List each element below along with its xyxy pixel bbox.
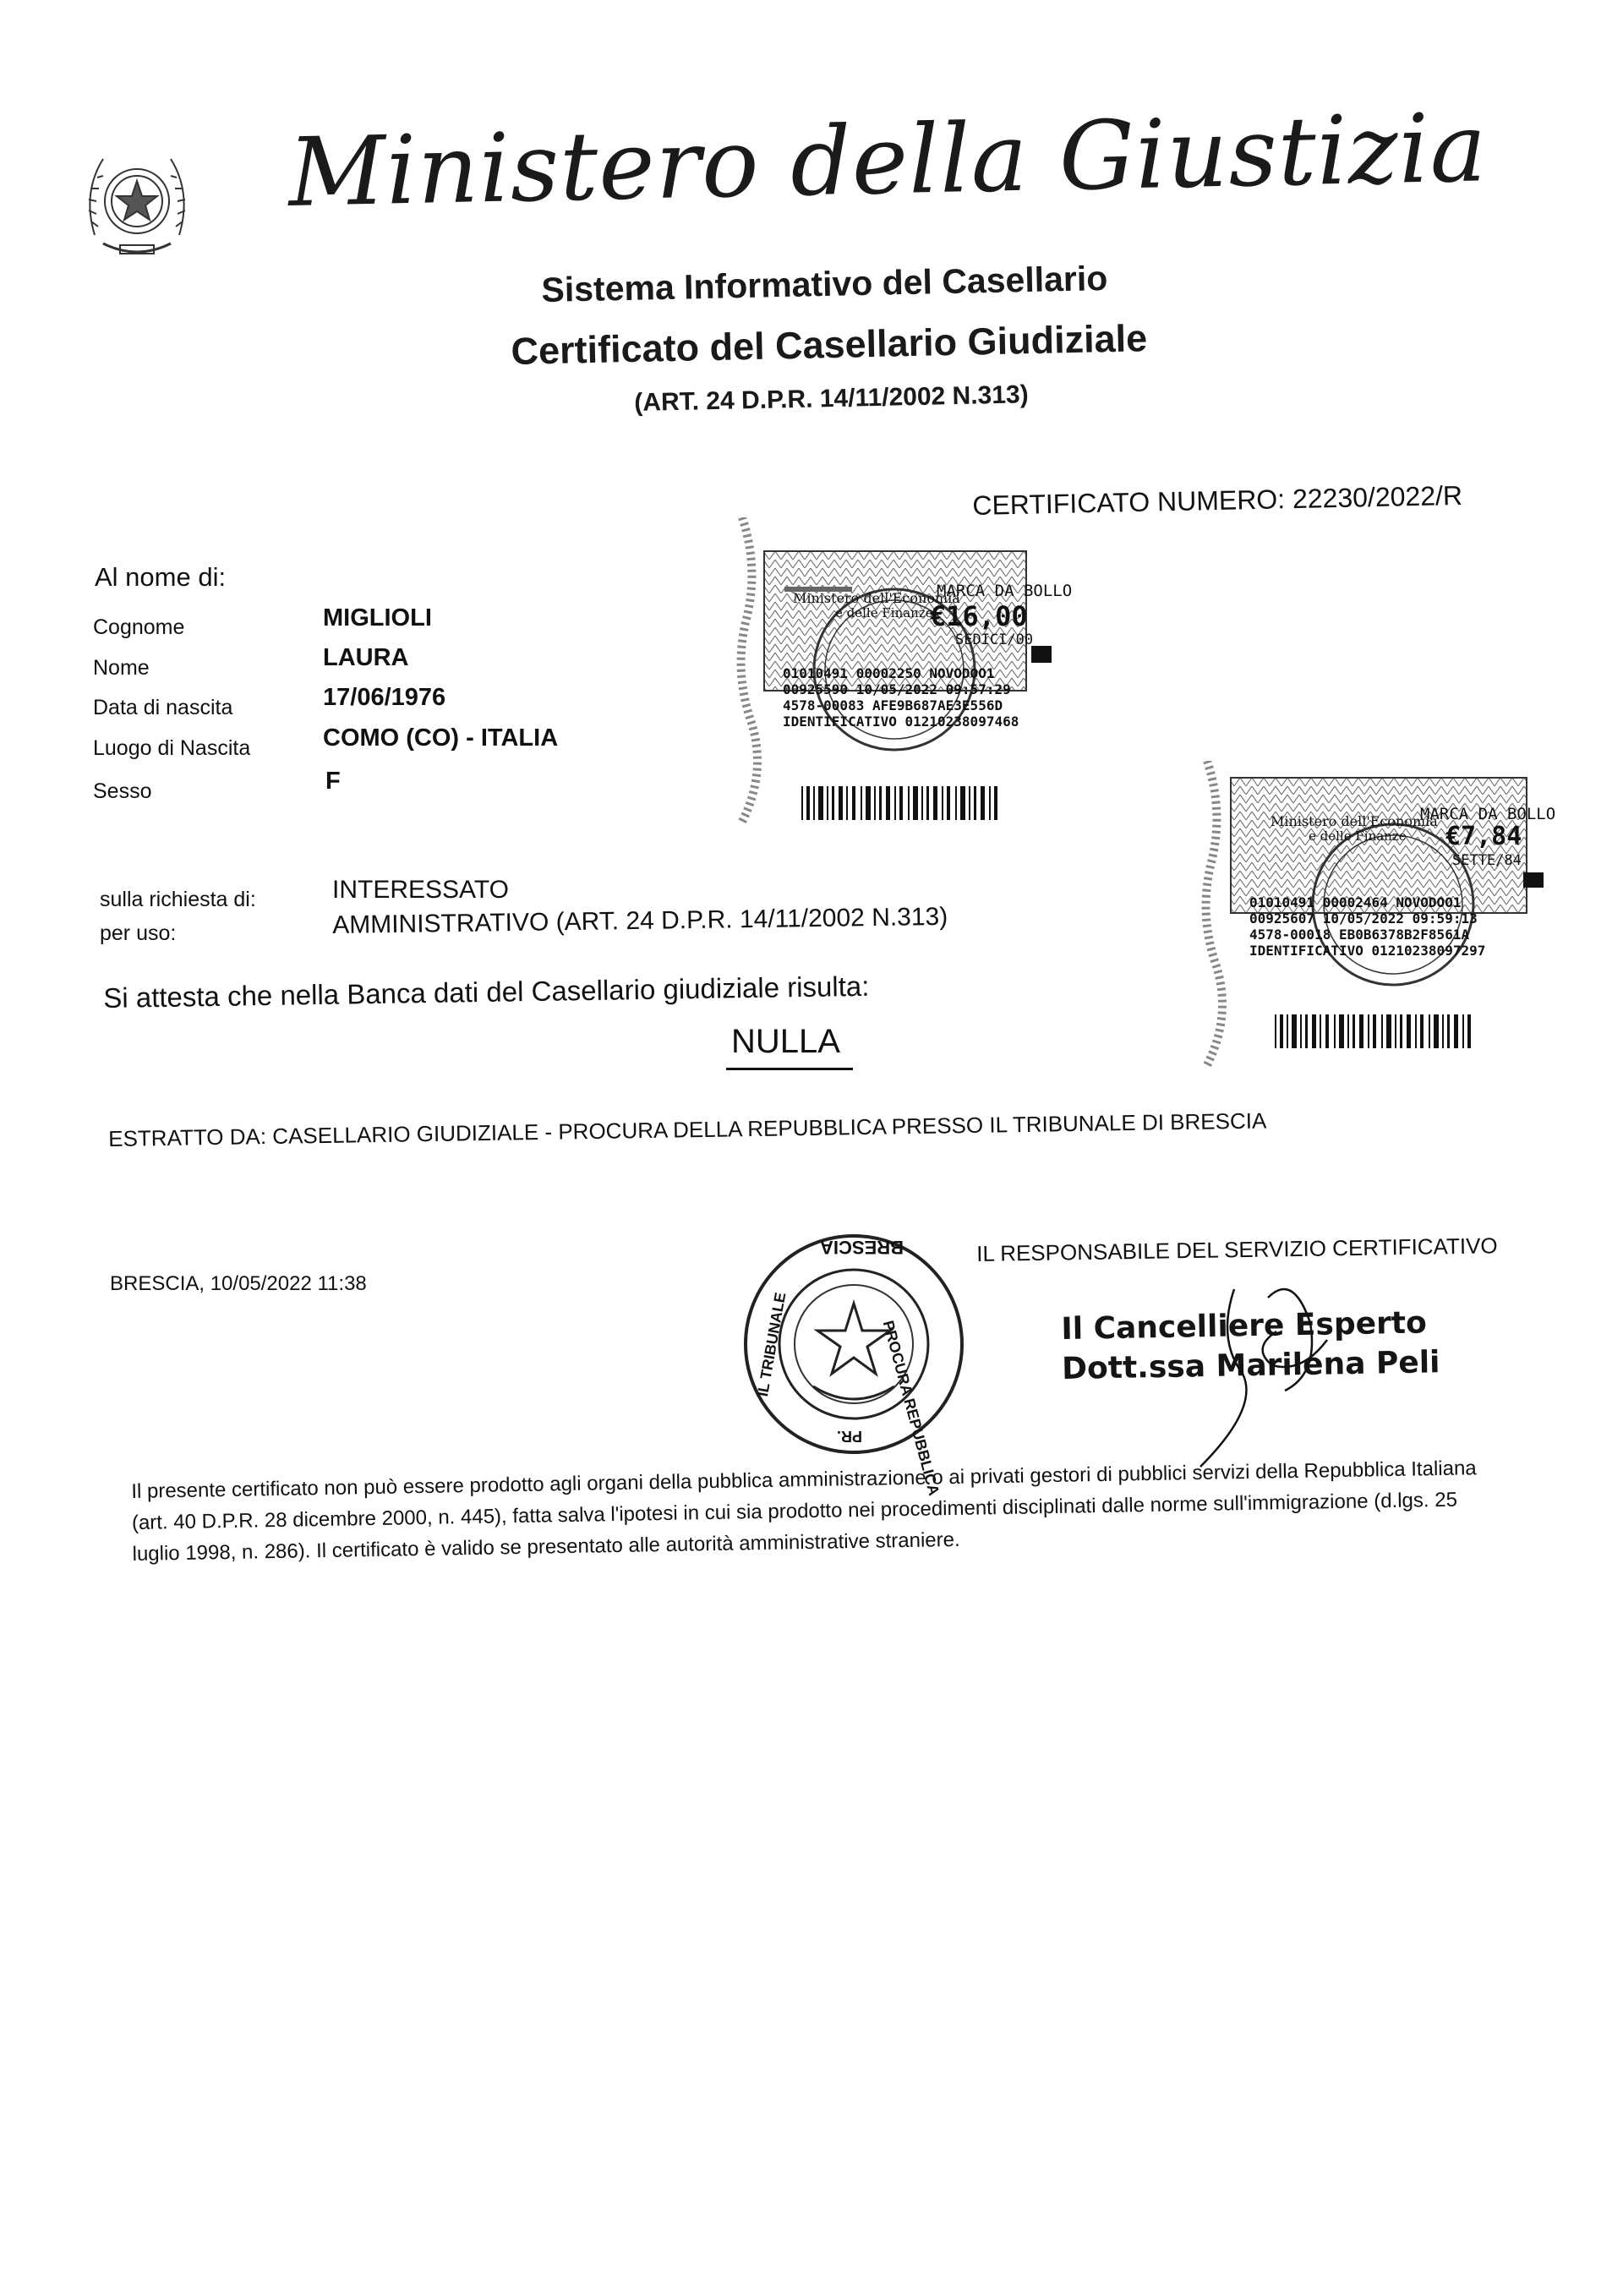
republic-emblem-icon [78, 134, 196, 269]
stamp2-row: 4578-00018 EB0B6378B2F8561A [1249, 927, 1470, 943]
certificate-title: Certificato del Casellario Giudiziale [511, 316, 1148, 373]
seal-right-text: PROCURA REPUBBLICA [879, 1319, 943, 1498]
requested-by-value: INTERESSATO [332, 876, 509, 904]
field-label-birthplace: Luogo di Nascita [93, 736, 251, 760]
stamp1-row: 01010491 00002250 NOVODOO1 [783, 665, 995, 681]
stamp2-row: IDENTIFICATIVO 01210238097297 [1249, 943, 1486, 959]
seal-top-text: BRESCIA [820, 1237, 904, 1258]
stamp1-row: IDENTIFICATIVO 01210238097468 [783, 713, 1019, 730]
field-label-birthdate: Data di nascita [93, 696, 233, 719]
result-underline [726, 1068, 853, 1070]
stamp2-row: 01010491 00002464 NOVODOO1 [1249, 894, 1462, 910]
use-label: per uso: [100, 921, 177, 945]
revenue-stamp-16 [734, 517, 1139, 830]
field-value-surname: MIGLIOLI [323, 604, 432, 631]
system-title: Sistema Informativo del Casellario [541, 258, 1108, 309]
responsible-officer-title: IL RESPONSABILE DEL SERVIZIO CERTIFICATIVO [976, 1233, 1498, 1266]
stamp1-title: MARCA DA BOLLO [937, 582, 1073, 600]
barcode-icon [1275, 1014, 1471, 1048]
stamp1-issuer-line2: e delle Finanze [835, 605, 933, 620]
stamp2-rows [1249, 894, 1485, 959]
barcode-icon [801, 786, 997, 820]
subject-heading: Al nome di: [95, 562, 227, 592]
stamp2-title: MARCA DA BOLLO [1420, 805, 1556, 823]
use-value: AMMINISTRATIVO (ART. 24 D.P.R. 14/11/2002 N.313) [332, 902, 948, 939]
field-label-sex: Sesso [93, 779, 152, 803]
stamp2-issuer-line2: e delle Finanze [1309, 828, 1407, 844]
field-value-birthplace: COMO (CO) - ITALIA [323, 724, 559, 752]
field-label-name: Nome [93, 656, 150, 680]
field-value-sex: F [325, 768, 341, 795]
extract-source: ESTRATTO DA: CASELLARIO GIUDIZIALE - PROCURA DELLA REPUBBLICA PRESSO IL TRIBUNALE DI BRESCIA [108, 1107, 1267, 1151]
field-label-surname: Cognome [93, 615, 185, 639]
seal-left-text: IL TRIBUNALE [754, 1291, 790, 1398]
field-value-name: LAURA [323, 644, 409, 671]
legal-reference: (ART. 24 D.P.R. 14/11/2002 N.313) [634, 380, 1029, 417]
stamp1-issuer-line1: Ministero dell'Economia [793, 590, 960, 606]
stamp1-row: 4578-00083 AFE9B687AE3E556D [783, 697, 1003, 713]
procura-seal [735, 1226, 972, 1498]
signature-line-2: Dott.ssa Marilena Peli [1061, 1344, 1440, 1386]
result-block [731, 1023, 853, 1070]
revenue-stamp-7-84 [1199, 761, 1604, 1074]
stamp2-issuer-line1: Ministero dell'Economia [1271, 813, 1438, 829]
stamp2-row: 00925607 10/05/2022 09:59:13 [1249, 910, 1478, 927]
stamp1-code: SEDICI/00 [955, 631, 1034, 648]
field-value-birthdate: 17/06/1976 [323, 684, 446, 711]
handwritten-signature [1124, 1272, 1378, 1479]
stamp1-amount: €16,00 [930, 600, 1028, 632]
attestation-text: Si attesta che nella Banca dati del Casellario giudiziale risulta: [103, 970, 870, 1014]
requested-by-label: sulla richiesta di: [100, 888, 256, 911]
result-value: NULLA [731, 1023, 840, 1060]
seal-bottom-text: PR. [837, 1428, 863, 1445]
stamp1-rows [783, 665, 1019, 730]
stamp2-code: SETTE/84 [1452, 852, 1522, 869]
stamp1-row: 00925590 10/05/2022 09:57:29 [783, 681, 1011, 697]
legal-footer-note: Il presente certificato non può essere prodotto agli organi della pubblica amministrazione o ai privati gestori di pubblici servizi della Repubblica Italiana (art. 40 D.P.R. 28 dicembre 2000, n. 445), fatta salva l'ipotesi in cui sia prodotto nei procedimenti disciplinati dalle norme sull'immigrazione (d.lgs. 25 luglio 1998, n. 286). Il certificato è valido se presentato alle autorità amministrative straniere. [131, 1457, 1477, 1566]
place-and-date: BRESCIA, 10/05/2022 11:38 [110, 1272, 367, 1295]
signature-line-1: Il Cancelliere Esperto [1061, 1305, 1428, 1347]
certificate-number: CERTIFICATO NUMERO: 22230/2022/R [972, 479, 1463, 521]
ministry-title: Ministero della Giustizia [287, 93, 1489, 228]
stamp2-amount: €7,84 [1445, 822, 1522, 851]
